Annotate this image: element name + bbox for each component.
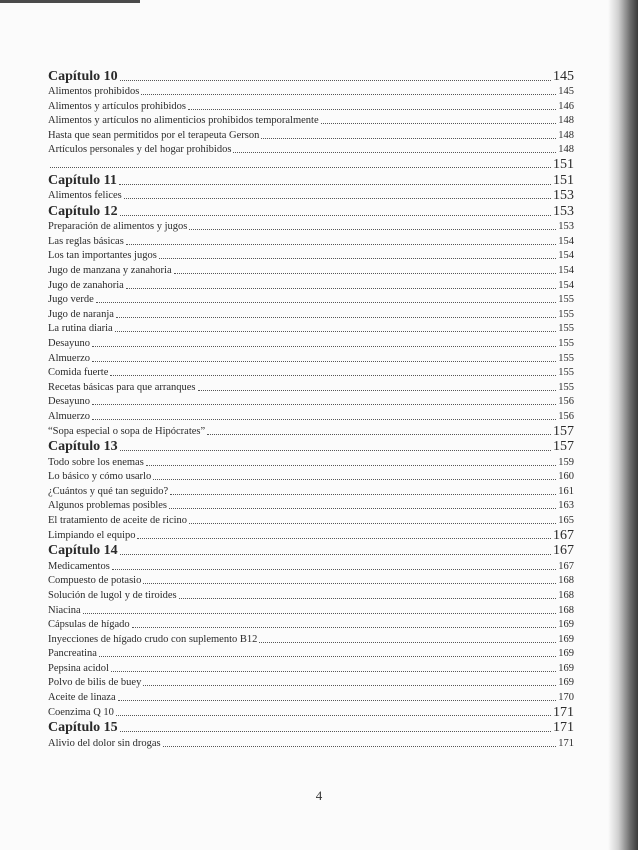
page-ref: 167 [553, 543, 574, 559]
dot-leader [120, 449, 551, 451]
page-ref: 155 [558, 308, 574, 320]
dot-leader [124, 197, 551, 199]
dot-leader [189, 522, 556, 524]
chapter-title: Capítulo 15 [48, 720, 118, 736]
dot-leader [170, 493, 556, 495]
entry-title: Coenzima Q 10 [48, 706, 114, 718]
page-ref: 151 [553, 172, 574, 188]
page-ref: 170 [558, 692, 574, 704]
entry-title: Cápsulas de hígado [48, 619, 130, 631]
dot-leader [50, 166, 551, 168]
page-ref: 155 [558, 323, 574, 335]
entry-title: Los tan importantes jugos [48, 250, 157, 262]
entry-title: Limpiando el equipo [48, 529, 136, 541]
toc-entry-row[interactable] [48, 366, 574, 381]
toc-entry-row[interactable] [48, 263, 574, 278]
page-ref: 154 [558, 265, 574, 277]
dot-leader [96, 301, 556, 303]
page-binding-shadow [608, 0, 638, 850]
scan-edge-line [0, 0, 140, 3]
toc-entry-row[interactable] [48, 632, 574, 647]
toc-entry-row[interactable] [48, 336, 574, 351]
page-ref: 167 [553, 527, 574, 543]
page-ref: 169 [558, 677, 574, 689]
dot-leader [146, 464, 556, 466]
dot-leader [116, 714, 551, 716]
page-ref: 148 [558, 144, 574, 156]
page-ref: 159 [558, 456, 574, 468]
toc-entry-row[interactable] [48, 559, 574, 574]
chapter-title: Capítulo 12 [48, 203, 118, 219]
dot-leader [83, 612, 557, 614]
entry-title: Compuesto de potasio [48, 575, 142, 587]
toc-entry-row[interactable] [48, 647, 574, 662]
dot-leader [92, 403, 556, 405]
dot-leader [120, 214, 551, 216]
dot-leader [259, 641, 556, 643]
toc-entry-row[interactable] [48, 484, 574, 499]
entry-title: Solución de lugol y de tiroides [48, 589, 177, 601]
page-ref: 160 [558, 471, 574, 483]
page-ref: 155 [558, 294, 574, 306]
toc-entry-row[interactable] [48, 157, 574, 172]
chapter-title: Capítulo 14 [48, 543, 118, 559]
page-ref: 146 [558, 100, 574, 112]
entry-title: Inyecciones de hígado crudo con suplemento B12 [48, 633, 258, 645]
toc-entry-row[interactable] [48, 234, 574, 249]
entry-title: Pepsina acidol [48, 662, 109, 674]
entry-title: Desayuno [48, 338, 90, 349]
dot-leader [92, 345, 556, 347]
dot-leader [174, 272, 557, 274]
toc-entry-row[interactable] [48, 220, 574, 235]
toc-entry-row[interactable] [48, 499, 574, 514]
entry-title: Comida fuerte [48, 367, 109, 379]
dot-leader [153, 478, 556, 480]
dot-leader [163, 745, 557, 747]
dot-leader [189, 228, 556, 230]
entry-title: Lo básico y cómo usarlo [48, 471, 152, 483]
entry-title: Desayuno [48, 396, 90, 408]
page-ref: 145 [553, 68, 574, 84]
toc-entry-row[interactable] [48, 705, 574, 720]
entry-title: Polvo de bilis de buey [48, 677, 142, 689]
dot-leader [159, 257, 556, 259]
entry-title: Jugo de zanahoria [48, 279, 124, 291]
toc-entry-row[interactable] [48, 395, 574, 410]
page-ref: 155 [558, 338, 574, 349]
page-ref: 169 [558, 662, 574, 674]
entry-title: Jugo de naranja [48, 308, 114, 320]
page-ref: 153 [553, 203, 574, 219]
toc-entry-row[interactable] [48, 409, 574, 424]
toc-entry-row[interactable] [48, 588, 574, 603]
page-ref: 145 [558, 86, 574, 98]
toc-entry-row[interactable] [48, 424, 574, 439]
toc-entry-row[interactable] [48, 574, 574, 589]
dot-leader [120, 553, 551, 555]
toc-entry-row[interactable] [48, 307, 574, 322]
toc-entry-row[interactable] [48, 690, 574, 705]
page-ref: 171 [558, 737, 574, 749]
toc-entry-row[interactable] [48, 513, 574, 528]
dot-leader [115, 330, 557, 332]
page-ref: 153 [558, 221, 574, 233]
toc-entry-row[interactable] [48, 322, 574, 337]
entry-title: El tratamiento de aceite de ricino [48, 515, 188, 527]
dot-leader [207, 433, 551, 435]
toc-entry-row[interactable] [48, 470, 574, 485]
page-ref: 148 [558, 115, 574, 127]
toc-chapter-row[interactable] [48, 720, 574, 737]
dot-leader [126, 287, 556, 289]
dot-leader [116, 316, 556, 318]
dot-leader [132, 626, 557, 628]
dot-leader [120, 79, 551, 81]
dot-leader [92, 360, 556, 362]
entry-title: Artículos personales y del hogar prohibidos [48, 144, 232, 156]
page-ref: 167 [558, 560, 574, 572]
page-ref: 154 [558, 235, 574, 247]
page-ref: 161 [558, 485, 574, 497]
chapter-title: Capítulo 13 [48, 439, 118, 455]
entry-title: Algunos problemas posibles [48, 500, 167, 512]
page-ref: 169 [558, 633, 574, 645]
entry-title: Alimentos y artículos prohibidos [48, 100, 186, 112]
toc-entry-row[interactable] [48, 249, 574, 264]
dot-leader [188, 108, 556, 110]
entry-title: Preparación de alimentos y jugos [48, 221, 188, 233]
page-ref: 155 [558, 352, 574, 364]
page-ref: 157 [553, 439, 574, 455]
dot-leader [169, 507, 556, 509]
toc-entry-row[interactable] [48, 293, 574, 308]
dot-leader [261, 137, 556, 139]
entry-title: Aceite de linaza [48, 692, 116, 704]
page-ref: 171 [553, 720, 574, 736]
entry-title: Medicamentos [48, 560, 110, 572]
entry-title: Almuerzo [48, 352, 90, 364]
toc-chapter-row[interactable] [48, 172, 574, 189]
toc-entry-row[interactable] [48, 351, 574, 366]
dot-leader [119, 183, 551, 185]
page-ref: 154 [558, 250, 574, 262]
dot-leader [118, 699, 557, 701]
entry-title: Jugo verde [48, 294, 94, 306]
toc-entry-row[interactable] [48, 114, 574, 129]
page-ref: 153 [553, 188, 574, 204]
table-of-contents [48, 68, 574, 751]
entry-title: “Sopa especial o sopa de Hipócrates” [48, 425, 206, 437]
dot-leader [110, 374, 556, 376]
page-ref: 169 [558, 648, 574, 660]
page-ref: 171 [553, 704, 574, 720]
entry-title: ¿Cuántos y qué tan seguido? [48, 485, 169, 497]
entry-title: Alivio del dolor sin drogas [48, 737, 161, 749]
dot-leader [126, 243, 556, 245]
dot-leader [321, 122, 557, 124]
toc-chapter-row[interactable] [48, 439, 574, 456]
page-ref: 156 [558, 396, 574, 408]
dot-leader [143, 684, 556, 686]
toc-entry-row[interactable] [48, 128, 574, 143]
dot-leader [111, 670, 556, 672]
dot-leader [179, 597, 557, 599]
toc-chapter-row[interactable] [48, 68, 574, 85]
toc-entry-row[interactable] [48, 455, 574, 470]
entry-title: Niacina [48, 604, 81, 616]
page-ref: 168 [558, 575, 574, 587]
dot-leader [198, 389, 557, 391]
entry-title: Jugo de manzana y zanahoria [48, 265, 172, 277]
dot-leader [92, 418, 556, 420]
entry-title: Alimentos y artículos no alimenticios prohibidos temporalmente [48, 115, 319, 127]
chapter-title: Capítulo 10 [48, 68, 118, 84]
dot-leader [143, 582, 556, 584]
page-ref: 163 [558, 500, 574, 512]
entry-title: Alimentos prohibidos [48, 86, 140, 98]
dot-leader [120, 730, 551, 732]
toc-entry-row[interactable] [48, 528, 574, 543]
entry-title: Las reglas básicas [48, 235, 124, 247]
toc-entry-row[interactable] [48, 85, 574, 100]
toc-entry-row[interactable] [48, 99, 574, 114]
page-ref: 168 [558, 589, 574, 601]
page-ref: 155 [558, 381, 574, 393]
page-number: 4 [315, 788, 323, 803]
dot-leader [141, 93, 556, 95]
page-ref: 157 [553, 423, 574, 439]
toc-entry-row[interactable] [48, 676, 574, 691]
entry-title: Recetas básicas para que arranques [48, 381, 196, 393]
toc-entry-row[interactable] [48, 189, 574, 204]
page-ref: 168 [558, 604, 574, 616]
toc-entry-row[interactable] [48, 618, 574, 633]
dot-leader [112, 568, 556, 570]
entry-title: Alimentos felices [48, 190, 122, 202]
chapter-title: Capítulo 11 [48, 172, 117, 188]
toc-entry-row[interactable] [48, 143, 574, 158]
page-ref: 169 [558, 619, 574, 631]
toc-entry-row[interactable] [48, 661, 574, 676]
toc-entry-row[interactable] [48, 278, 574, 293]
entry-title: La rutina diaria [48, 323, 113, 335]
dot-leader [233, 151, 556, 153]
toc-chapter-row[interactable] [48, 203, 574, 220]
page-ref: 148 [558, 129, 574, 141]
page-ref: 151 [553, 157, 574, 173]
page-ref: 154 [558, 279, 574, 291]
toc-entry-row[interactable] [48, 603, 574, 618]
entry-title: Todo sobre los enemas [48, 456, 144, 468]
page-ref: 156 [558, 410, 574, 422]
dot-leader [137, 537, 551, 539]
entry-title: Pancreatina [48, 648, 97, 660]
dot-leader [99, 655, 556, 657]
page-ref: 155 [558, 367, 574, 379]
entry-title: Hasta que sean permitidos por el terapeuta Gerson [48, 129, 260, 141]
page-ref: 165 [558, 515, 574, 527]
entry-title: Almuerzo [48, 410, 90, 422]
toc-entry-row[interactable] [48, 736, 574, 751]
toc-entry-row[interactable] [48, 380, 574, 395]
toc-chapter-row[interactable] [48, 543, 574, 560]
